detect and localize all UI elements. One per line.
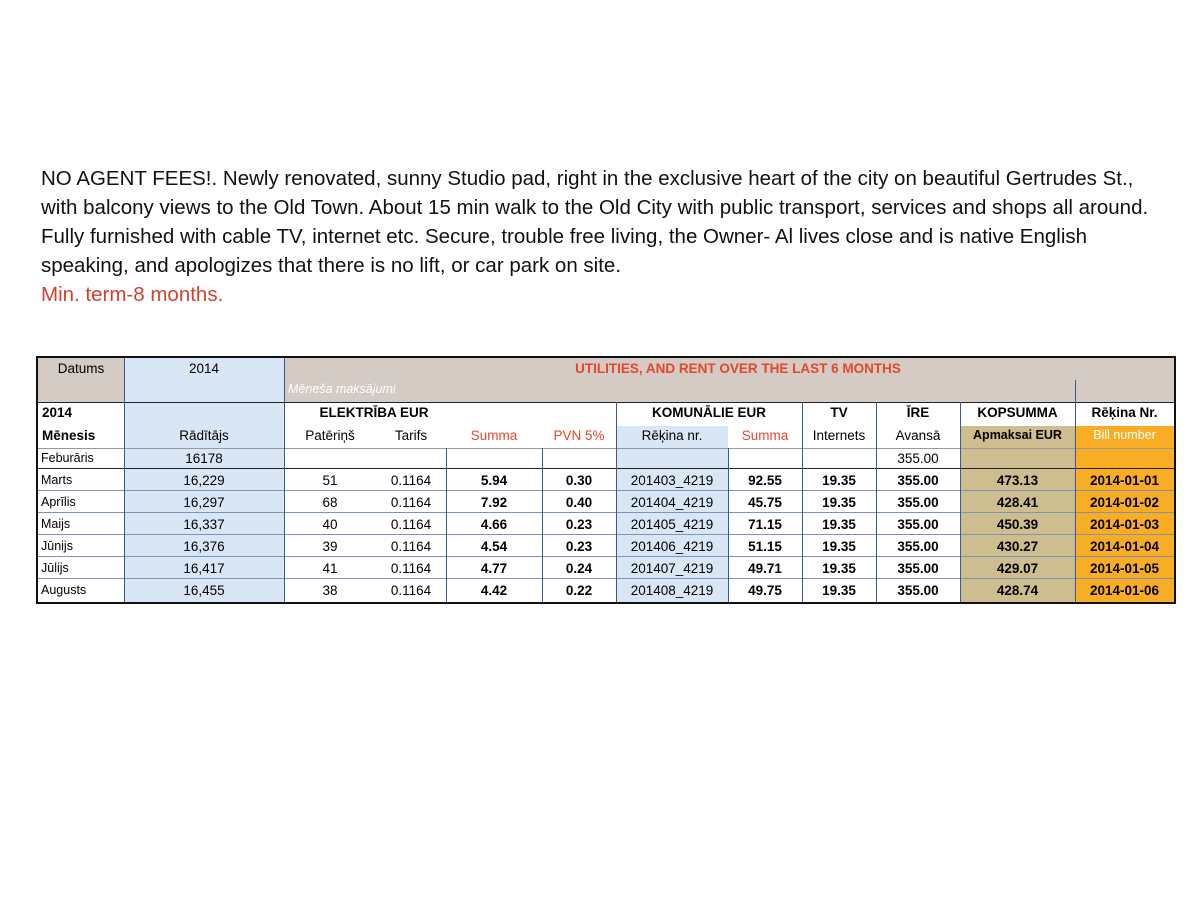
row-3-paterins: 40	[322, 517, 338, 532]
row-4-tv: 19.35	[822, 539, 856, 554]
row-1-pvn: 0.30	[565, 473, 593, 488]
row-5-ire: 355.00	[897, 561, 939, 576]
feb-raditajs: 16178	[185, 451, 223, 466]
row-2-rekins: 201404_4219	[630, 495, 714, 510]
row-5-kopsumma: 429.07	[996, 561, 1039, 576]
group-ire: ĪRE	[906, 405, 930, 420]
row-5-paterins: 41	[322, 561, 338, 576]
row-3-month: Maijs	[41, 517, 71, 531]
listing-description	[41, 164, 1161, 309]
group-year: 2014	[42, 405, 73, 420]
header-apmaksai: Apmaksai EUR	[973, 428, 1062, 442]
row-1-summa: 5.94	[480, 473, 508, 488]
row-4-pvn: 0.23	[565, 539, 593, 554]
row-6-ire: 355.00	[897, 583, 939, 598]
row-6-tv: 19.35	[822, 583, 856, 598]
feb-month: Feburāris	[41, 451, 94, 465]
row-5-raditajs: 16,417	[183, 561, 225, 576]
row-3-raditajs: 16,337	[183, 517, 225, 532]
row-5-summa: 4.77	[480, 561, 508, 576]
header-paterins: Patēriņš	[305, 428, 355, 443]
row-1-kopsumma: 473.13	[996, 473, 1039, 488]
row-1-kom-summa: 92.55	[748, 473, 782, 488]
header-bill-number: Bill number	[1093, 428, 1156, 442]
datums-label: Datums	[57, 361, 105, 376]
row-2-kopsumma: 428.41	[996, 495, 1039, 510]
row-3-kom-summa: 71.15	[748, 517, 782, 532]
row-4-bill: 2014-01-04	[1089, 539, 1160, 554]
min-term-text: Min. term-8 months.	[41, 283, 224, 306]
row-6-month: Augusts	[41, 583, 87, 597]
header-summa-el: Summa	[470, 428, 518, 443]
group-tv: TV	[830, 405, 848, 420]
row-1-tv: 19.35	[822, 473, 856, 488]
row-4-summa: 4.54	[480, 539, 508, 554]
row-6-tarifs: 0.1164	[390, 583, 432, 598]
row-4-month: Jūnijs	[41, 539, 73, 553]
row-2-bill: 2014-01-02	[1089, 495, 1160, 510]
row-2-raditajs: 16,297	[183, 495, 225, 510]
row-5-tv: 19.35	[822, 561, 856, 576]
row-1-bill: 2014-01-01	[1089, 473, 1160, 488]
sheet-subtitle: Mēneša maksājumi	[288, 382, 396, 396]
header-rekina-nr: Rēķina nr.	[641, 428, 703, 443]
row-3-tv: 19.35	[822, 517, 856, 532]
group-rekina: Rēķina Nr.	[1091, 405, 1158, 420]
utilities-table	[36, 356, 1176, 604]
row-2-summa: 7.92	[480, 495, 508, 510]
row-1-raditajs: 16,229	[183, 473, 225, 488]
row-4-ire: 355.00	[897, 539, 939, 554]
row-3-rekins: 201405_4219	[630, 517, 714, 532]
row-6-kopsumma: 428.74	[996, 583, 1039, 598]
row-6-pvn: 0.22	[565, 583, 593, 598]
row-5-bill: 2014-01-05	[1089, 561, 1160, 576]
description-text: NO AGENT FEES!. Newly renovated, sunny Studio pad, right in the exclusive heart of the city on beautiful Gertrudes St., with balcony views to the Old Town. About 15 min walk to the Old City with public transport, services and shops all around. Fully furnished with cable TV, internet etc. Secure, trouble free living, the Owner- Al lives close and is native English speaking, and apologizes that there is no lift, or car park on site.	[41, 167, 1149, 277]
row-4-tarifs: 0.1164	[390, 539, 432, 554]
header-tarifs: Tarifs	[394, 428, 428, 443]
row-4-paterins: 39	[322, 539, 338, 554]
row-6-rekins: 201408_4219	[630, 583, 714, 598]
row-6-kom-summa: 49.75	[748, 583, 782, 598]
sheet-title: UTILITIES, AND RENT OVER THE LAST 6 MONTHS	[575, 361, 901, 376]
row-1-month: Marts	[41, 473, 73, 487]
row-4-raditajs: 16,376	[183, 539, 225, 554]
feb-avansa: 355.00	[897, 451, 939, 466]
row-2-tv: 19.35	[822, 495, 856, 510]
row-1-rekins: 201403_4219	[630, 473, 714, 488]
row-2-ire: 355.00	[897, 495, 939, 510]
row-3-tarifs: 0.1164	[390, 517, 432, 532]
row-5-tarifs: 0.1164	[390, 561, 432, 576]
row-5-pvn: 0.24	[565, 561, 593, 576]
row-6-summa: 4.42	[480, 583, 508, 598]
row-5-month: Jūlijs	[41, 561, 69, 575]
row-6-paterins: 38	[322, 583, 338, 598]
row-4-rekins: 201406_4219	[630, 539, 714, 554]
row-1-tarifs: 0.1164	[390, 473, 432, 488]
row-4-kopsumma: 430.27	[996, 539, 1039, 554]
row-3-bill: 2014-01-03	[1089, 517, 1160, 532]
row-1-ire: 355.00	[897, 473, 939, 488]
datums-year: 2014	[188, 361, 220, 376]
row-2-tarifs: 0.1164	[390, 495, 432, 510]
row-4-kom-summa: 51.15	[748, 539, 782, 554]
header-summa-kom: Summa	[741, 428, 789, 443]
row-3-ire: 355.00	[897, 517, 939, 532]
group-komunalie: KOMUNĀLIE EUR	[652, 405, 766, 420]
header-raditajs: Rādītājs	[179, 428, 229, 443]
row-3-pvn: 0.23	[565, 517, 593, 532]
row-5-rekins: 201407_4219	[630, 561, 714, 576]
group-month: Mēnesis	[42, 428, 96, 443]
header-internets: Internets	[812, 428, 866, 443]
row-3-kopsumma: 450.39	[996, 517, 1039, 532]
row-6-raditajs: 16,455	[183, 583, 225, 598]
row-2-pvn: 0.40	[565, 495, 593, 510]
row-2-month: Aprīlis	[41, 495, 76, 509]
row-1-paterins: 51	[322, 473, 338, 488]
row-3-summa: 4.66	[480, 517, 508, 532]
header-avansa: Avansā	[895, 428, 941, 443]
row-2-kom-summa: 45.75	[748, 495, 782, 510]
group-elektriba: ELEKTRĪBA EUR	[319, 405, 429, 420]
row-6-bill: 2014-01-06	[1089, 583, 1160, 598]
group-kopsumma: KOPSUMMA	[977, 405, 1058, 420]
row-2-paterins: 68	[322, 495, 338, 510]
row-5-kom-summa: 49.71	[748, 561, 782, 576]
header-pvn: PVN 5%	[553, 428, 605, 443]
